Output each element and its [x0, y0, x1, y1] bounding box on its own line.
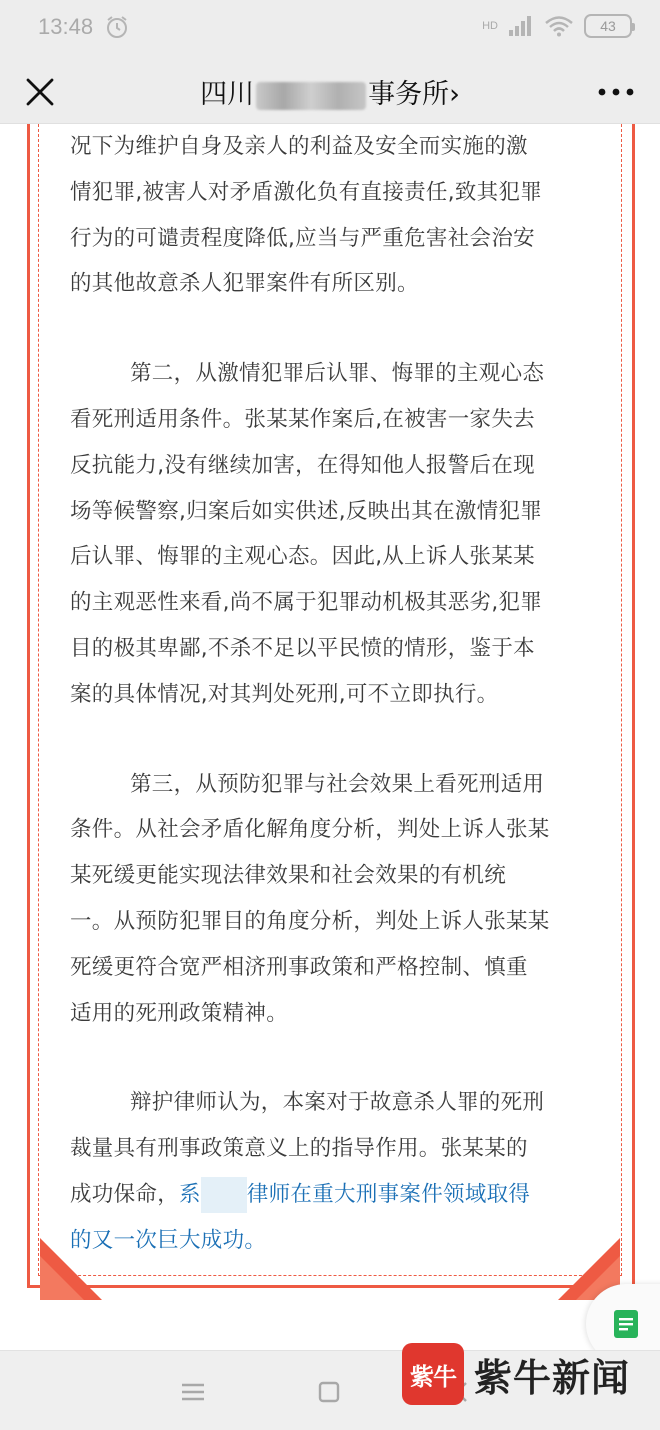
status-indicators — [482, 14, 632, 38]
chevron-right-icon: › — [449, 79, 460, 110]
text-line: 况下为维护自身及亲人的利益及安全而实施的激 — [70, 134, 528, 159]
paragraph-3 — [70, 762, 590, 1037]
article-body — [70, 124, 590, 1308]
text-line: 案的具体情况,对其判处死刑,可不立即执行。 — [70, 681, 499, 707]
brand-text: 紫牛新闻 — [474, 1354, 631, 1400]
network-type: HD — [482, 19, 498, 32]
status-time: 13:48 — [38, 14, 94, 39]
redacted-name — [201, 1177, 247, 1213]
highlight-text: 律师在重大刑事案件领域取得 — [246, 1181, 531, 1207]
brand-logo — [402, 1343, 464, 1405]
text-line: 适用的死刑政策精神。 — [70, 1000, 289, 1026]
status-bar — [0, 0, 660, 60]
article-content — [0, 124, 660, 1350]
signal-icon — [508, 15, 534, 37]
alarm-icon — [104, 14, 130, 40]
title-suffix: 事务所 — [368, 79, 450, 110]
text-line: 某死缓更能实现法律效果和社会效果的有机统 — [70, 863, 507, 889]
text-line: 条件。从社会矛盾化解角度分析，判处上诉人张某 — [70, 817, 550, 843]
text-line: 的其他故意杀人犯罪案件有所区别。 — [70, 271, 419, 297]
paragraph-1 — [70, 124, 590, 307]
nav-bar — [0, 60, 660, 124]
text-line: 行为的可谴责程度降低,应当与严重危害社会治安 — [70, 225, 535, 251]
text-line: 的主观恶性来看,尚不属于犯罪动机极其恶劣,犯罪 — [70, 590, 543, 616]
text-line: 后认罪、悔罪的主观心态。因此,从上诉人张某某 — [70, 544, 535, 570]
more-icon[interactable] — [594, 74, 638, 110]
highlight-text-line: 的又一次巨大成功。 — [70, 1227, 267, 1253]
text-line: 看死刑适用条件。张某某作案后,在被害一家失去 — [70, 406, 535, 432]
text-line — [70, 1172, 590, 1218]
document-icon — [613, 1309, 639, 1339]
title-redacted — [256, 82, 366, 110]
paragraph-2 — [70, 351, 590, 717]
text-line: 第二，从激情犯罪后认罪、悔罪的主观心态 — [130, 361, 545, 387]
home-icon[interactable] — [312, 1375, 346, 1409]
title-prefix: 四川 — [200, 79, 255, 110]
text-line: 死缓更符合宽严相济刑事政策和严格控制、慎重 — [70, 954, 528, 980]
text-line: 反抗能力,没有继续加害，在得知他人报警后在现 — [70, 452, 535, 478]
text-line: 目的极其卑鄙,不杀不足以平民愤的情形，鉴于本 — [70, 635, 535, 661]
page-title[interactable] — [0, 72, 660, 111]
text-line: 裁量具有刑事政策意义上的指导作用。张某某的 — [70, 1136, 528, 1162]
paragraph-4 — [70, 1080, 590, 1263]
logo-text: 紫牛 — [410, 1361, 456, 1391]
text-line: 一。从预防犯罪目的角度分析，判处上诉人张某某 — [70, 908, 550, 934]
text-line: 第三，从预防犯罪与社会效果上看死刑适用 — [130, 771, 545, 797]
menu-icon[interactable] — [176, 1375, 210, 1409]
wifi-icon — [544, 15, 574, 37]
text-line: 场等候警察,归案后如实供述,反映出其在激情犯罪 — [70, 498, 543, 524]
battery-icon — [584, 14, 632, 38]
text-line: 情犯罪,被害人对矛盾激化负有直接责任,致其犯罪 — [70, 179, 543, 205]
watermark — [402, 1342, 630, 1406]
text-fragment: 成功保命， — [70, 1181, 180, 1207]
battery-level: 43 — [600, 18, 616, 34]
highlight-text: 系 — [179, 1181, 201, 1207]
text-line: 辩护律师认为，本案对于故意杀人罪的死刑 — [130, 1090, 545, 1116]
